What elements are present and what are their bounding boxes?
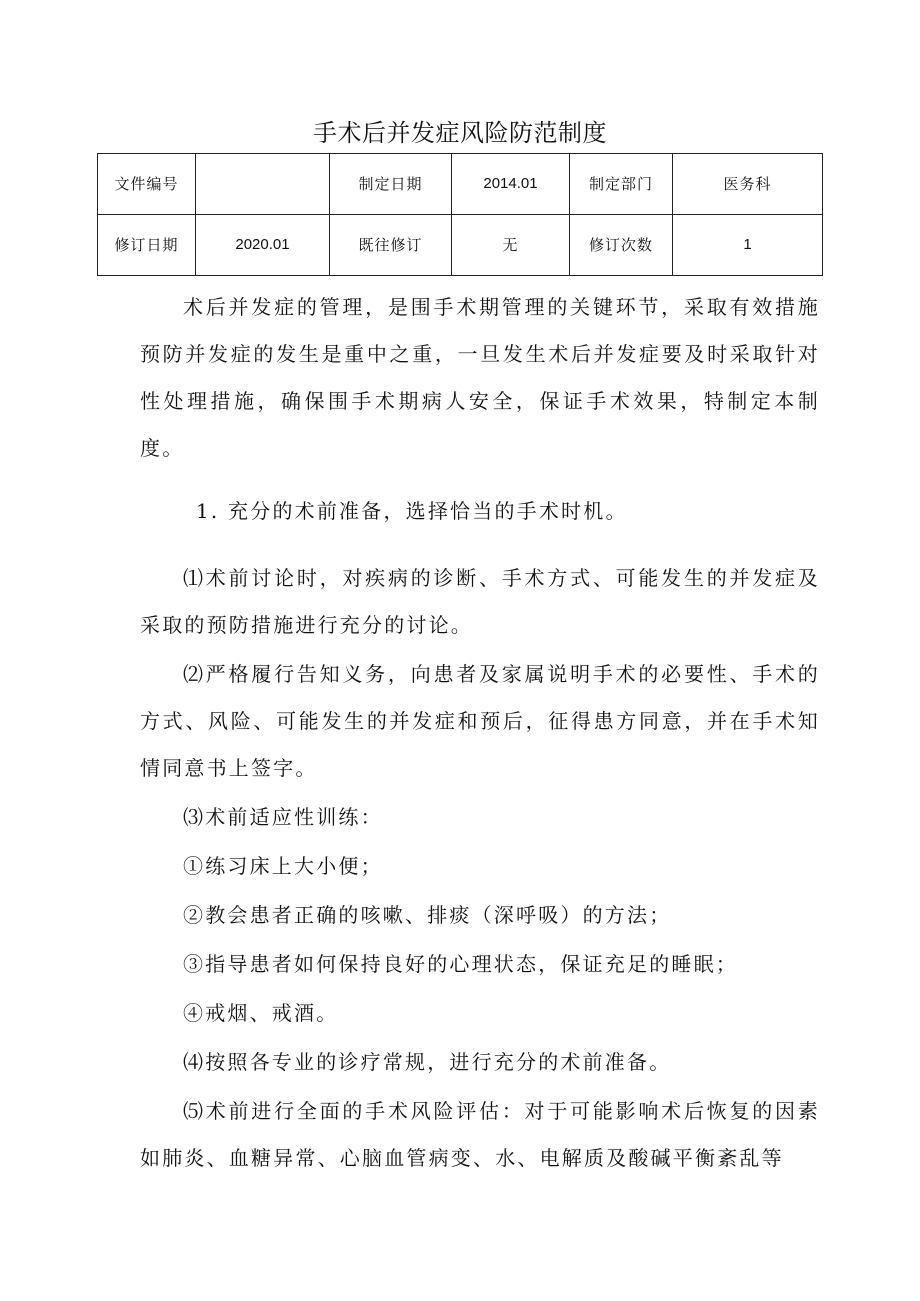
created-date-label: 制定日期 xyxy=(330,154,452,215)
list-item: ⑷按照各专业的诊疗常规，进行充分的术前准备。 xyxy=(183,1050,672,1074)
document-info-table xyxy=(97,153,823,276)
table-row xyxy=(98,215,823,276)
sub-list-item: ②教会患者正确的咳嗽、排痰（深呼吸）的方法； xyxy=(183,903,672,927)
department-label: 制定部门 xyxy=(570,154,673,215)
previous-revision-value: 无 xyxy=(452,215,570,276)
revision-count-value: 1 xyxy=(673,215,823,276)
list-item: ⑵严格履行告知义务，向患者及家属说明手术的必要性、手术的方式、风险、可能发生的并发症和预后，征得患方同意，并在手术知情同意书上签字。 xyxy=(140,662,820,780)
revision-date-label: 修订日期 xyxy=(98,215,196,276)
revision-count-label: 修订次数 xyxy=(570,215,673,276)
document-body xyxy=(140,284,820,1182)
previous-revision-label: 既往修订 xyxy=(330,215,452,276)
section-heading: 1. 充分的术前准备，选择恰当的手术时机。 xyxy=(196,499,628,523)
document-title: 手术后并发症风险防范制度 xyxy=(313,119,607,147)
sub-list-item: ①练习床上大小便； xyxy=(183,854,383,878)
table-row xyxy=(98,154,823,215)
list-item: ⑶术前适应性训练： xyxy=(183,805,383,829)
list-item: ⑴术前讨论时，对疾病的诊断、手术方式、可能发生的并发症及采取的预防措施进行充分的讨论。 xyxy=(140,566,820,637)
revision-date-value: 2020.01 xyxy=(196,215,330,276)
list-item: ⑸术前进行全面的手术风险评估：对于可能影响术后恢复的因素如肺炎、血糖异常、心脑血管病变、水、电解质及酸碱平衡紊乱等 xyxy=(140,1099,820,1170)
sub-list-item: ④戒烟、戒酒。 xyxy=(183,1001,339,1025)
file-number-value xyxy=(196,154,330,215)
sub-list-item: ③指导患者如何保持良好的心理状态，保证充足的睡眠； xyxy=(183,952,738,976)
department-value: 医务科 xyxy=(673,154,823,215)
intro-paragraph: 术后并发症的管理，是围手术期管理的关键环节，采取有效措施预防并发症的发生是重中之重，一旦发生术后并发症要及时采取针对性处理措施，确保围手术期病人安全，保证手术效果，特制定本制度。 xyxy=(140,295,820,460)
file-number-label: 文件编号 xyxy=(98,154,196,215)
created-date-value: 2014.01 xyxy=(452,154,570,215)
